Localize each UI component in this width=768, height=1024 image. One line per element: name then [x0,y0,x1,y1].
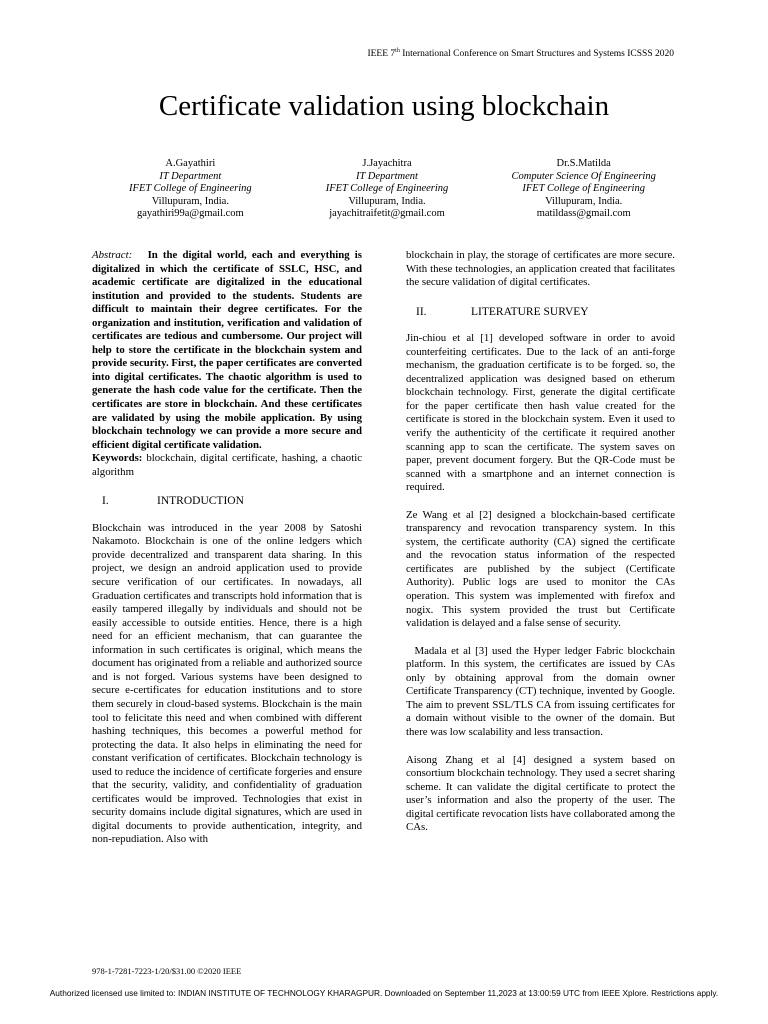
author-name: A.Gayathiri [165,158,216,169]
conference-prefix: IEEE 7 [367,49,396,60]
left-column [92,249,362,847]
author-block [92,158,682,221]
introduction-paragraph: Blockchain was introduced in the year 2008 by Satoshi Nakamoto. Blockchain is one of the online ledgers which provide decentralized and transparent data sharing. In this project, we design an android application used to provide secure verification of our certificates. In nowadays, all Graduation certificates and transcripts hold information that is easily tampered illegally by individuals and should not be easily accessible to outside entities. Hence, there is a high need for an efficient mechanism, that can guarantee the information in such certificates is original, which means the document has originated from a reliable and authorized source and is not forged. Various systems have been designed to secure e-certificates for education institutions and to store them securely in cloud-based systems. Blockchain is the main tool to felicitate this need and when combined with different hashing techniques, this becomes a powerful method for protecting the data. It also helps in eliminating the need for constant verification of certificates. Blockchain technology is used to reduce the incidence of certificate forgeries and ensure that the security, validity, and confidentiality of graduation certificates would be improved. Technologies that exist in security domains include digital signatures, which are used in digital documents to provide authentication, integrity, and non-repudiation. Also with [92,521,362,846]
author-email: jayachitraifetit@gmail.com [329,208,445,219]
section-number: II. [416,305,427,318]
literature-paragraph-1: Jin-chiou et al [1] developed software in order to avoid counterfeiting certificates. Due to the lack of an anti-forge mechanism, the graduation certificate is to be forged. so, the decentralized application was designed based on etherum blockchain technology. First, generate the digital certificate for the paper certificate then hash value created for the certificate is stored in the blockchain system. Even it used to verify the authenticity of the certificate it required another scanning app to scan the certificate. The system saves on paper, prevent document forgery. But the QR-Code must be scanned with a smartphone and an internet connection is required. [406,332,675,494]
section-number: I. [102,495,109,508]
keywords [92,452,362,479]
author-dept: Computer Science Of Engineering [511,170,656,182]
isbn-footer: 978-1-7281-7223-1/20/$31.00 ©2020 IEEE [92,966,242,976]
author-1 [92,158,289,221]
right-column [406,249,681,835]
abstract-text: In the digital world, each and everything is digitalized in which the certificate of SSLC, HSC, and academic certificate are digitalized in the educational institution and provided to the students. Students are difficult to maintain their degree certificates. For the organization and institution, verification and validation of certificates are tedious and cumbersome. Our project will help to store the certificate in the blockchain system and provide security. First, the paper certificates are converted into digital certificates. The chaotic algorithm is used to generate the hash code value for the certificate. Then the certificates are store in blockchain. And these certificates are validated by using the mobile application. By using blockchain technology we can provide a more secure and efficient digital certificate validation. [92,249,362,451]
author-3 [485,158,682,221]
conference-header [367,48,674,59]
author-org: IFET College of Engineering [325,183,449,194]
section-heading-introduction [92,495,362,509]
license-banner: Authorized licensed use limited to: INDIAN INSTITUTE OF TECHNOLOGY KHARAGPUR. Downloaded on September 11,2023 at 13:00:59 UTC from IEEE Xplore. Restrictions apply. [49,988,719,998]
conference-sup: th [395,48,400,54]
section-heading-literature-survey [406,306,675,320]
author-org: IFET College of Engineering [522,183,645,194]
paper-title: Certificate validation using blockchain [158,90,610,122]
literature-paragraph-4: Aisong Zhang et al [4] designed a system based on consortium blockchain technology. They used a secret sharing scheme. It can validate the digital certificate to protect the user’s information and also the property of the user. The digital certificate revocation lists have collaborated among the CAs. [406,753,675,834]
conference-rest: International Conference on Smart Structures and Systems ICSSS 2020 [399,49,674,60]
literature-paragraph-2: Ze Wang et al [2] designed a blockchain-based certificate transparency and revocation transparency system. In this system, the certificate authority (CA) signed the certificate and the revocation status information of the respected certificates are published by the subject (Certificate Authority). Public logs are used to monitor the CAs operation. This system was implemented with firefox and nogix. This system provided the trust but Certificate validation is delayed and a false sense of security. [406,508,675,630]
keywords-text: blockchain, digital certificate, hashing, a chaotic algorithm [92,452,362,478]
literature-paragraph-3: Madala et al [3] used the Hyper ledger Fabric blockchain platform. In this system, the certificates are issued by CAs only by obtaining approval from the domain owner Certificate Transparency (CT) technique, invented by Google. The aim to prevent SSL/TLS CA from issuing certificates for a domain without visible to the owner of the domain. But there was low scalability and less transaction. [406,644,681,738]
author-email: matildass@gmail.com [536,208,631,219]
author-2 [289,158,486,221]
author-org: IFET College of Engineering [129,183,252,194]
author-dept: IT Department [159,170,222,182]
keywords-label: Keywords: [92,452,143,465]
author-name: Dr.S.Matilda [556,158,611,169]
author-email: gayathiri99a@gmail.com [136,208,244,219]
abstract-label: Abstract: [92,249,133,261]
section-title: INTRODUCTION [157,495,244,508]
author-dept: IT Department [356,170,418,182]
abstract [92,249,362,452]
author-name: J.Jayachitra [362,158,412,169]
author-location: Villupuram, India. [348,195,426,207]
author-location: Villupuram, India. [151,195,229,207]
section-title: LITERATURE SURVEY [471,305,589,318]
introduction-continued: blockchain in play, the storage of certificates are more secure. With these technologies, an application created that facilitates the secure validation of digital certificates. [406,249,675,289]
author-location: Villupuram, India. [545,195,623,207]
